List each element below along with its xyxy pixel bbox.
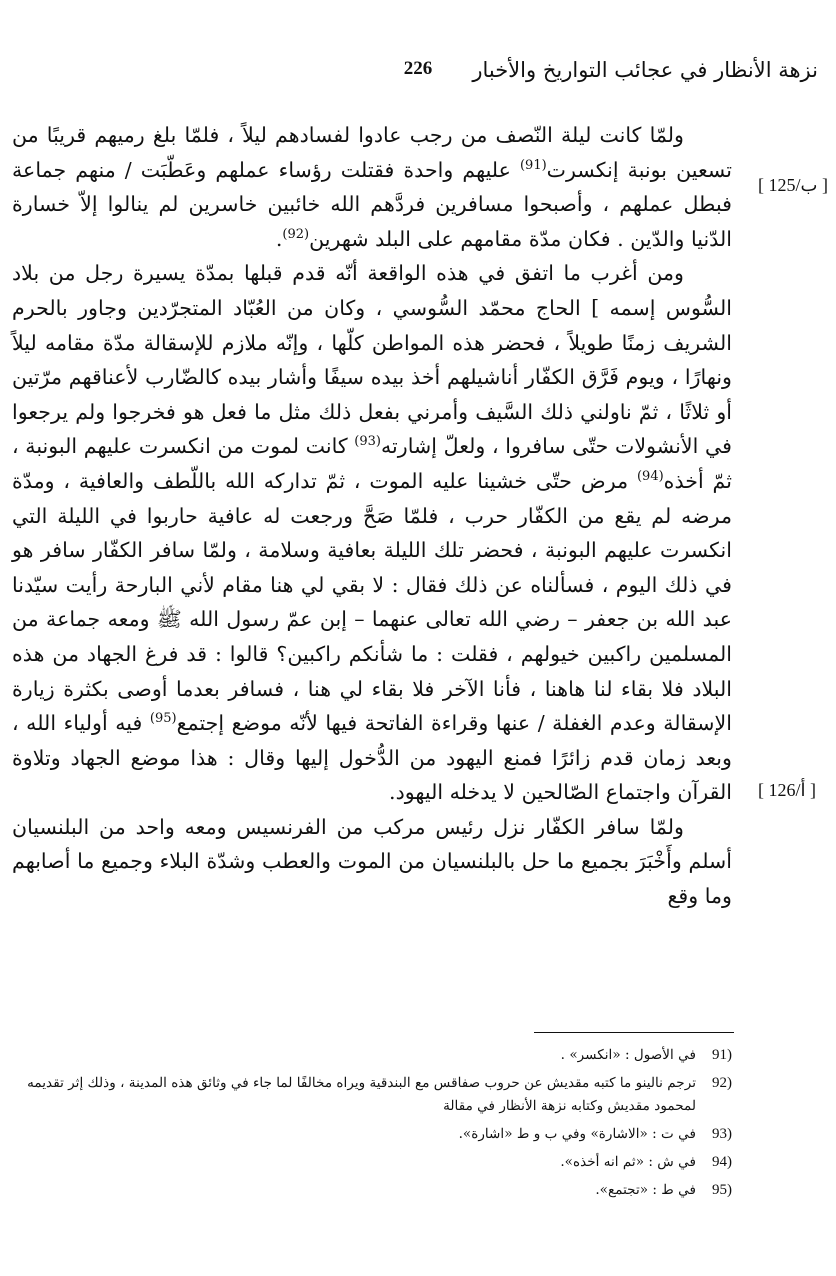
text-run: . bbox=[275, 226, 283, 251]
footnote bbox=[12, 1123, 732, 1146]
footnote-number: (93 bbox=[712, 1126, 732, 1142]
footnote bbox=[12, 1072, 732, 1118]
footnote-number: (91 bbox=[712, 1047, 732, 1063]
paragraph bbox=[12, 118, 732, 256]
running-title: نزهة الأنظار في عجائب التواريخ والأخبار bbox=[472, 58, 818, 82]
footnote-number: (94 bbox=[712, 1154, 732, 1170]
footnote bbox=[12, 1151, 732, 1174]
footnote-divider bbox=[534, 1032, 734, 1033]
footnote-ref: (95) bbox=[149, 711, 177, 727]
margin-folio-126a: [ 126/أ ] bbox=[758, 780, 817, 800]
text-run: ومن أغرب ما اتفق في هذه الواقعة أنّه قدم قبلها بمدّة يسيرة رجل من بلاد السُّوس إسمه ] الحاج محمّد السُّوسي ، وكان من العُبّاد المتجرّدين وجاور بالحرم الشريف زمنًا طويلاً ، فحضر هذه المواطن كلّها ، وإنّه ملازم للإسقالة مدّة مقامه ليلاً ونهارًا ، ويوم فَرَّق الكفّار أناشيلهم أخذ بيده سيفًا وأشار بيده كالضّارب لأعناقهم مرّتين أو ثلاثًا ، ثمّ ناولني ذلك السَّيف وأمرني بفعل ذلك مثل ما فعل هو فخرجوا ولم يرجعوا في الأنشولات حتّى سافروا ، ولعلّ إشارته bbox=[12, 261, 732, 459]
paragraph bbox=[12, 810, 732, 914]
running-header bbox=[0, 52, 836, 92]
footnote-text: في ط : «تجتمع». bbox=[595, 1182, 696, 1198]
text-run: فيه أولياء الله ، وبعد زمان قدم زائرًا فمنع اليهود من الدُّخول إليها وقال : هذا موضع الجهاد وتلاوة القرآن واجتماع الصّالحين لا يدخله اليهود. bbox=[12, 711, 732, 805]
text-run: كانت لموت من انكسرت عليهم البونبة ، ثمّ أخذه bbox=[12, 434, 732, 493]
footnotes bbox=[12, 1044, 732, 1207]
footnote-text: في الأصول : «انكسر» . bbox=[560, 1047, 696, 1063]
footnote-text: في ت : «الاشارة» وفي ب و ط «اشارة». bbox=[458, 1126, 696, 1142]
footnote-text: ترجم نالينو ما كتبه مقديش عن حروب صفاقس مع البندقية ويراه مخالفًا لما جاء في وثائق هذه المدينة ، وذلك إثر تقديمه لمحمود مقديش وكتابه نزهة الأنظار في مقالة bbox=[27, 1075, 696, 1114]
footnote bbox=[12, 1044, 732, 1067]
footnote bbox=[12, 1179, 732, 1202]
margin-folio-125b: [ 125/ب ] bbox=[758, 175, 828, 195]
footnote-ref: (91) bbox=[519, 157, 547, 173]
paragraph bbox=[12, 256, 732, 810]
footnote-ref: (93) bbox=[354, 434, 381, 450]
footnote-ref: (94) bbox=[636, 469, 664, 485]
text-run: عليهم واحدة فقتلت رؤساء عملهم وعَطّبَت / منهم جماعة فبطل عملهم ، وأصبحوا مسافرين فردَّهم الله خائبين خاسرين لم ينالوا إلاّ خسارة الدّنيا والدّين . فكان مدّة مقامهم على البلد شهرين bbox=[12, 157, 732, 251]
text-run: مرض حتّى خشينا عليه الموت ، ثمّ تداركه الله باللّطف والعافية ، ومدّة مرضه لم يقع من الكفّار حرب ، فلمّا صَحَّ ورجعت له عافية حاربوا في الليلة التي انكسرت عليهم البونبة ، فحضر تلك الليلة بعافية وسلامة ، ولمّا سافر الكفّار سافر هو في ذلك اليوم ، فسألناه عن ذلك فقال : لا بقي لي هنا مقام لأني البارحة رأيت سيّدنا عبد الله بن جعفر – رضي الله تعالى عنهما – إبن عمّ رسول الله ﷺ ومعه جماعة من المسلمين راكبين خيولهم ، فقلت : ما شأنكم راكبين؟ قالوا : قد فرغ الجهاد من هذه البلاد فلا بقاء لنا هاهنا ، فأنا الآخر فلا بقاء لي هنا ، فسافر بعدما أوصى بكثرة زيارة الإسقالة وعدم الغفلة / عنها وقراءة الفاتحة فيها لأنّه موضع إجتمع bbox=[12, 468, 732, 736]
footnote-ref: (92) bbox=[282, 226, 310, 242]
footnote-number: (92 bbox=[712, 1075, 732, 1091]
page-number: 226 bbox=[403, 58, 433, 79]
text-run: ولمّا كانت ليلة النّصف من رجب عادوا لفسادهم ليلاً ، فلمّا بلغ رميهم قريبًا من تسعين بونبة إنكسرت bbox=[12, 123, 733, 182]
text-run: ولمّا سافر الكفّار نزل رئيس مركب من الفرنسيس ومعه واحد من البلنسيان أسلم وأَخْبَرَ بجميع ما حل بالبلنسيان من الموت والعطب وشدّة البلاء وجميع ما أصابهم وما وقع bbox=[12, 814, 732, 909]
main-text bbox=[12, 118, 732, 914]
footnote-text: في ش : «ثم انه أخذه». bbox=[560, 1154, 696, 1170]
footnote-number: (95 bbox=[712, 1182, 732, 1198]
